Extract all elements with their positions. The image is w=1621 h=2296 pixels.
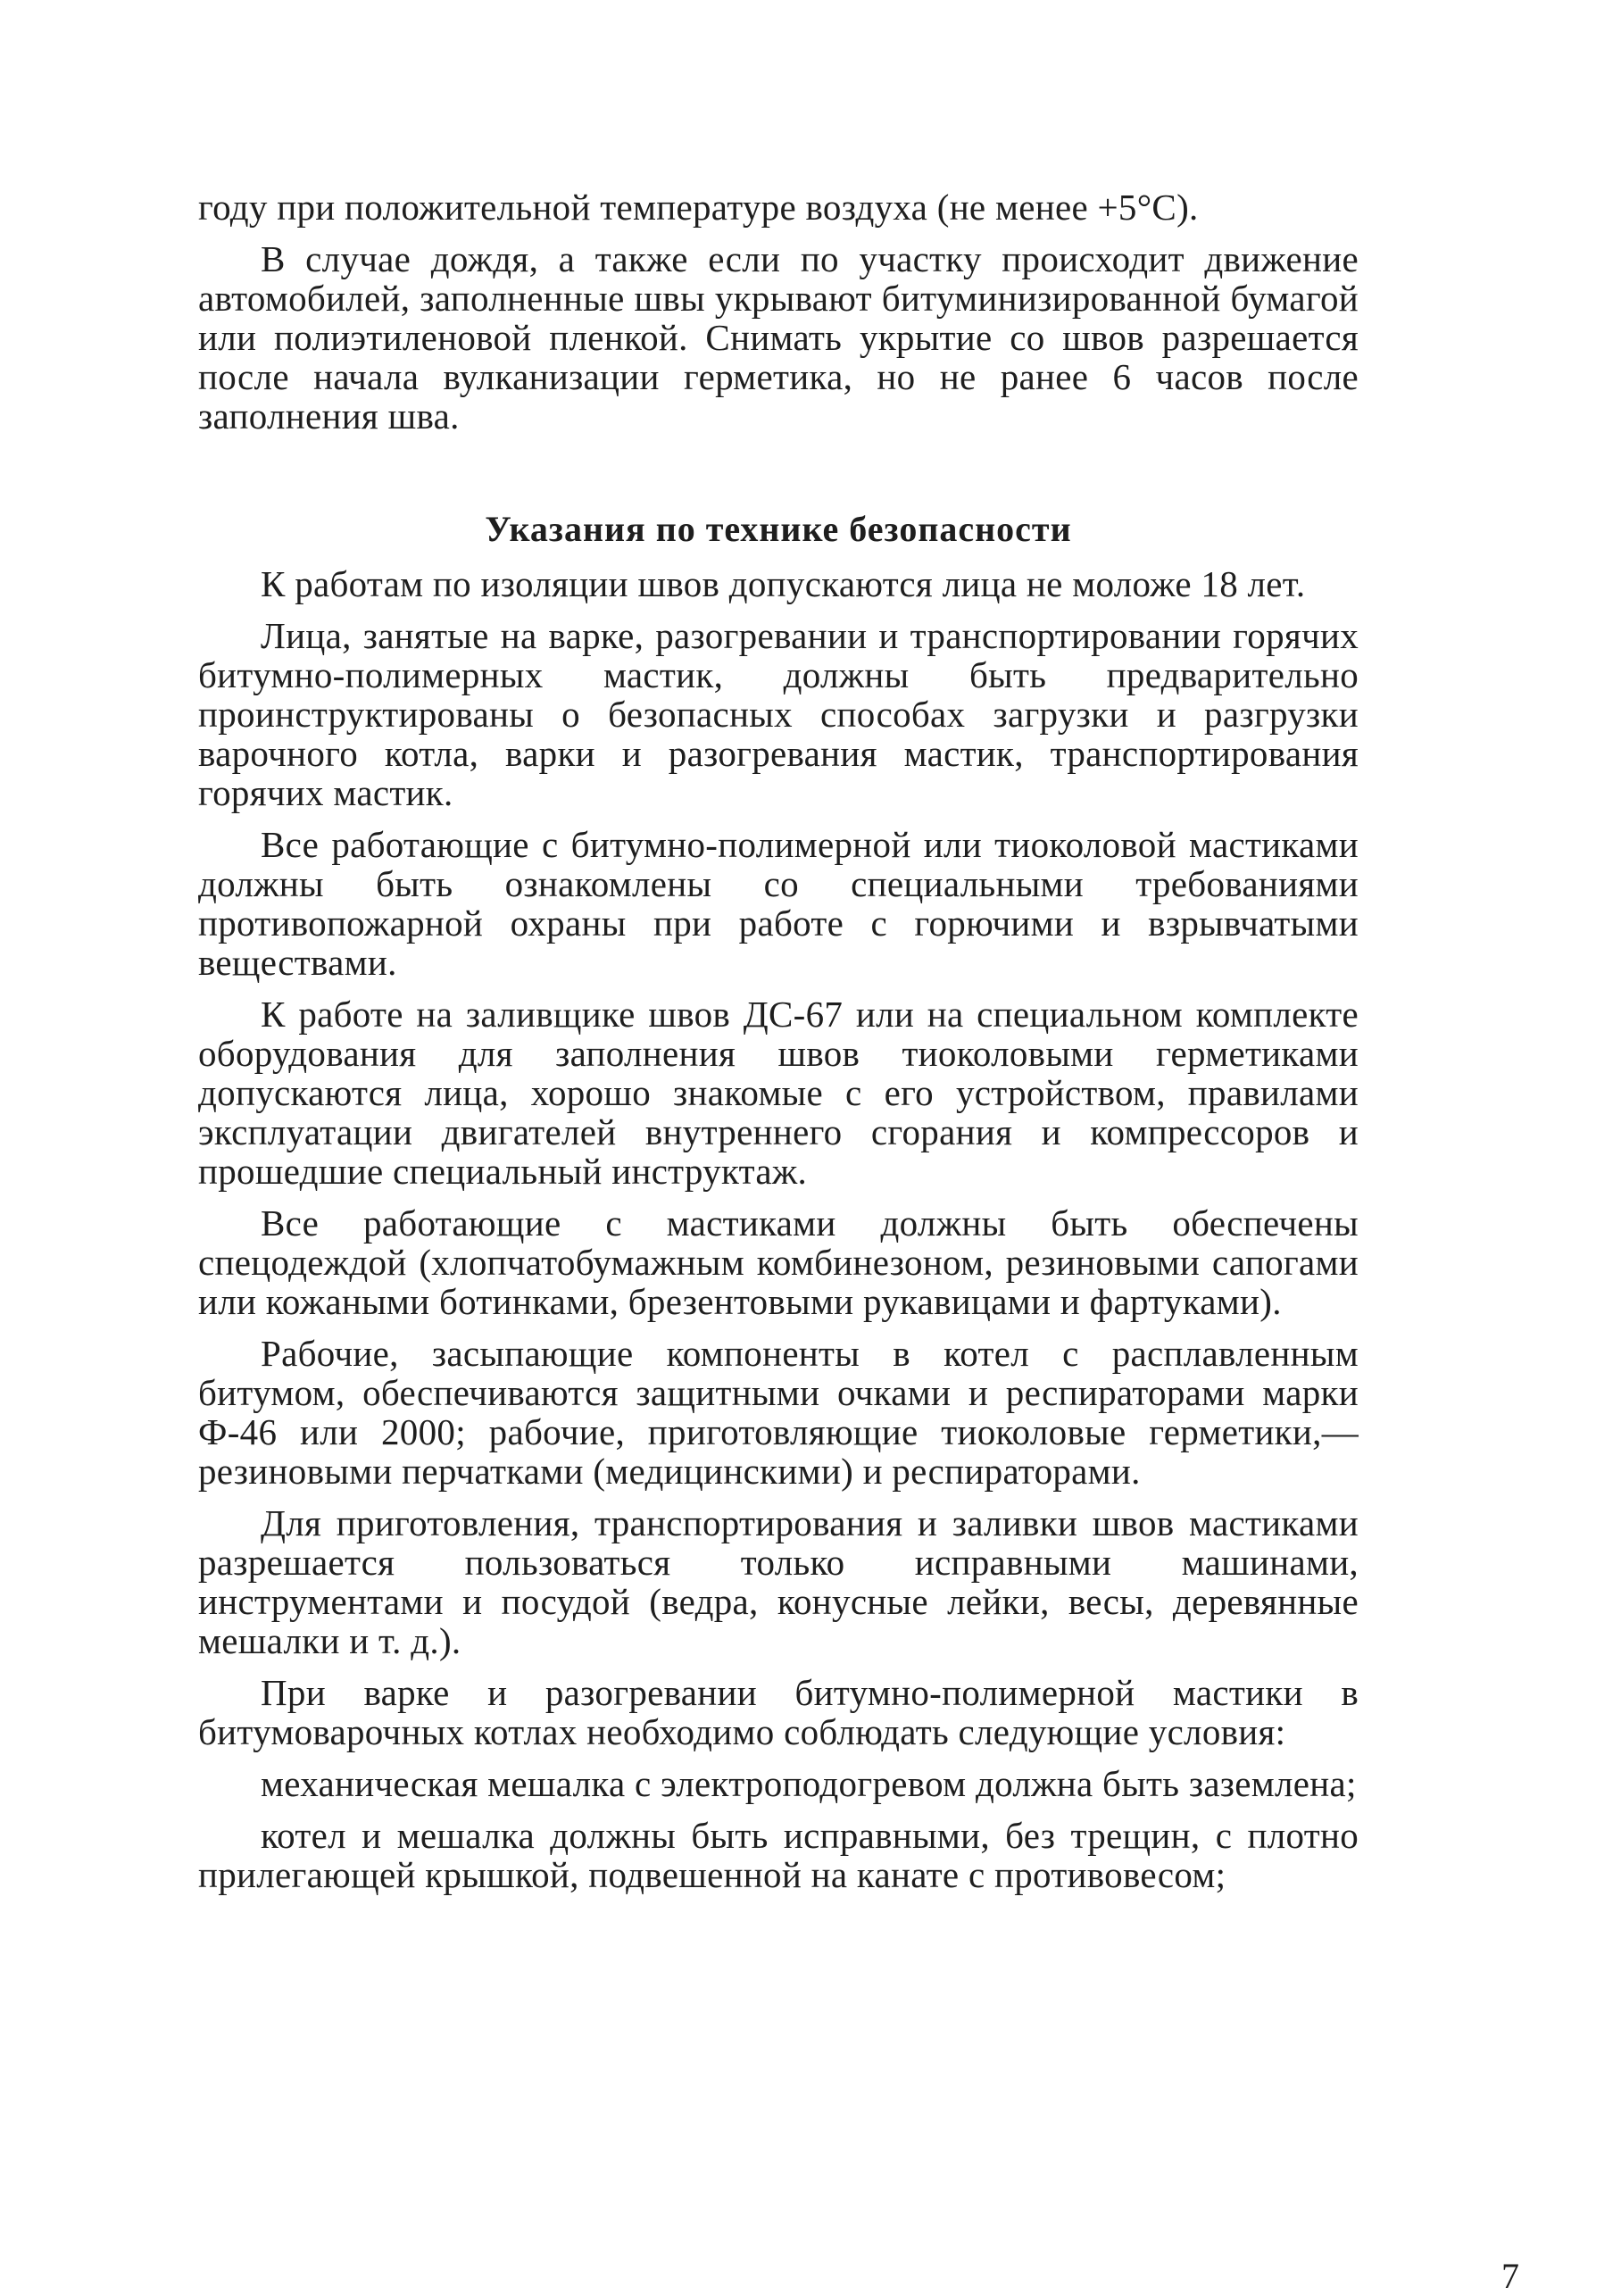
condition-item: котел и мешалка должны быть исправными, без трещин, с плотно прилегающей крышкой, подвешенной на канате с противовесом; xyxy=(198,1815,1359,1895)
paragraph-age-requirement: К работам по изоляции швов допускаются лица не моложе 18 лет. xyxy=(261,563,1306,604)
paragraph-workwear: Все работающие с мастиками должны быть обеспечены спецодеждой (хлопчатобумажным комбинезоном, резиновыми сапогами или кожаными ботинками, брезентовыми рукавицами и фартуками). xyxy=(198,1202,1359,1322)
continuation-paragraph: году при положительной температуре воздуха (не менее +5°С). xyxy=(198,187,1199,228)
condition-item: механическая мешалка с электроподогревом должна быть заземлена; xyxy=(261,1763,1357,1804)
rain-paragraph: В случае дождя, а также если по участку происходит движение автомобилей, заполненные швы укрывают битуминизированной бумагой или полиэтиленовой пленкой. Снимать укрытие со швов разрешается после начала вулканизации герметика, но не ранее 6 часов после заполнения шва. xyxy=(198,238,1359,437)
paragraph-protective-gear: Рабочие, засыпающие компоненты в котел с расплавленным битумом, обеспечиваются защитными очками и респираторами марки Ф-46 или 2000; рабочие, приготовляющие тиоколовые герметики,—резиновыми перчатками (медицинскими) и респираторами. xyxy=(198,1333,1359,1492)
page-number: 7 xyxy=(1501,2256,1519,2296)
paragraph-tools: Для приготовления, транспортирования и заливки швов мастиками разрешается пользоваться только исправными машинами, инструментами и посудой (ведра, конусные лейки, весы, деревянные мешалки и т. д.). xyxy=(198,1502,1359,1661)
paragraph-fire-safety: Все работающие с битумно-полимерной или тиоколовой мастиками должны быть ознакомлены со специальными требованиями противопожарной охраны при работе с горючими и взрывчатыми веществами. xyxy=(198,824,1359,983)
paragraph-boiling-conditions: При варке и разогревании битумно-полимерной мастики в битумоварочных котлах необходимо соблюдать следующие условия: xyxy=(198,1672,1359,1752)
document-page xyxy=(198,187,1519,2296)
paragraph-instruction: Лица, занятые на варке, разогревании и транспортировании горячих битумно-полимерных мастик, должны быть предварительно проинструктированы о безопасных способах загрузки и разгрузки варочного котла, варки и разогревания мастик, транспортирования горячих мастик. xyxy=(198,615,1359,813)
section-title: Указания по технике безопасности xyxy=(485,509,1072,549)
paragraph-equipment-operators: К работе на заливщике швов ДС-67 или на специальном комплекте оборудования для заполнения швов тиоколовыми герметиками допускаются лица, хорошо знакомые с его устройством, правилами эксплуатации двигателей внутреннего сгорания и компрессоров и прошедшие специальный инструктаж. xyxy=(198,994,1359,1192)
